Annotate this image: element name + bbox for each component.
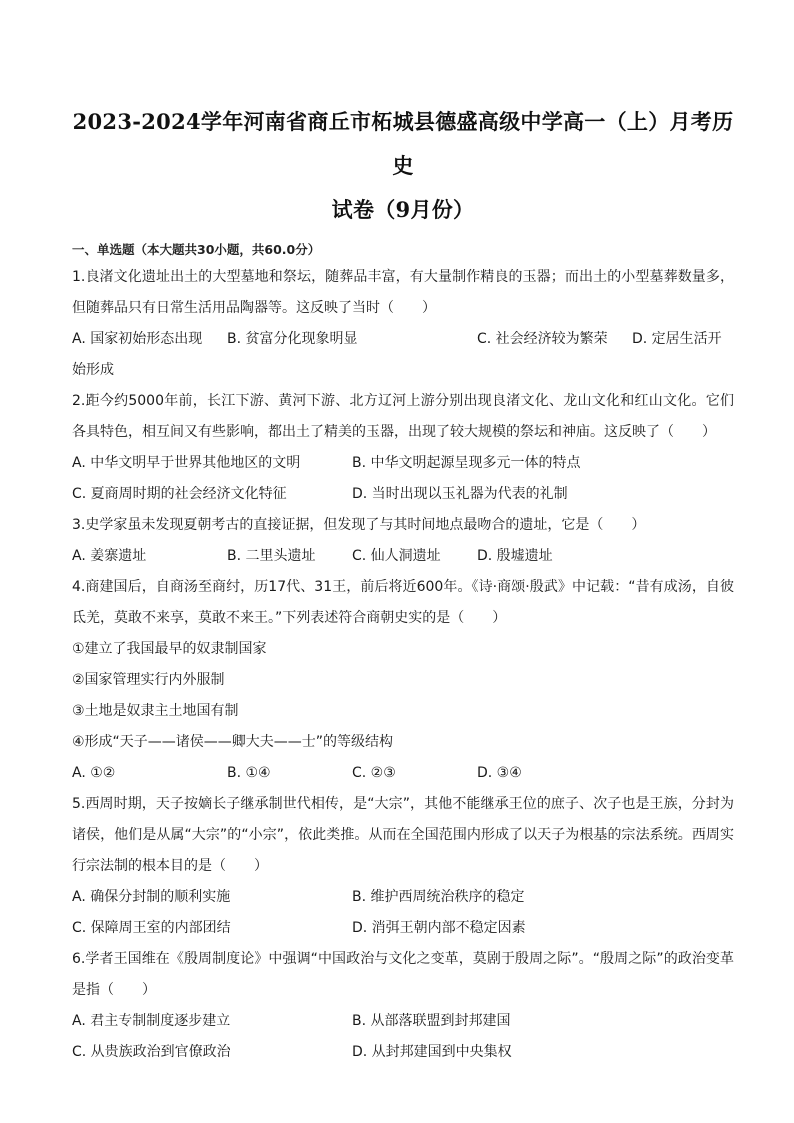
exam-title-line1: 2023-2024学年河南省商丘市柘城县德盛高级中学高一（上）月考历史 — [72, 109, 734, 178]
option-d: D. 当时出现以玉礼器为代表的礼制 — [352, 486, 568, 502]
option-row — [72, 758, 734, 789]
option-row — [72, 913, 734, 944]
question-2 — [72, 386, 734, 510]
option-row — [72, 324, 734, 355]
option-c: C. 保障周王室的内部团结 — [72, 920, 231, 936]
option-b: B. ①④ — [227, 765, 271, 781]
statement-item: ①建立了我国最早的奴隶制国家 — [72, 641, 267, 657]
option-c: C. 从贵族政治到官僚政治 — [72, 1044, 231, 1060]
exam-title — [72, 100, 734, 232]
option-b: B. 从部落联盟到封邦建国 — [352, 1013, 511, 1029]
question-stem: 2.距今约5000年前，长江下游、黄河下游、北方辽河上游分别出现良渚文化、龙山文化和红山文化。它们各具特色，相互间又有些影响，都出土了精美的玉器，出现了较大规模的祭坛和神庙。这反映了（ ） — [72, 393, 734, 440]
question-stem: 4.商建国后，自商汤至商纣，历17代、31王，前后将近600年。《诗·商颂·殷武》中记载：“昔有成汤，自彼氐羌，莫敢不来享，莫敢不来王。”下列表述符合商朝史实的是（ ） — [72, 579, 734, 626]
statement-item: ④形成“天子——诸侯——卿大夫——士”的等级结构 — [72, 734, 394, 750]
option-row — [72, 541, 734, 572]
question-6 — [72, 944, 734, 1068]
option-a: A. 国家初始形态出现 — [72, 331, 203, 347]
statement-item: ③土地是奴隶主土地国有制 — [72, 703, 239, 719]
exam-title-line2: 试卷（9月份） — [331, 197, 475, 222]
section-heading: 一、单选题（本大题共30小题，共60.0分） — [72, 242, 321, 257]
question-stem: 1.良渚文化遗址出土的大型墓地和祭坛，随葬品丰富，有大量制作精良的玉器；而出土的小型墓葬数量多，但随葬品只有日常生活用品陶器等。这反映了当时（ ） — [72, 269, 734, 316]
option-d: D. 从封邦建国到中央集权 — [352, 1044, 512, 1060]
option-a: A. 中华文明早于世界其他地区的文明 — [72, 455, 301, 471]
question-1 — [72, 262, 734, 386]
option-d: D. ③④ — [477, 765, 522, 781]
option-a: A. 君主专制制度逐步建立 — [72, 1013, 231, 1029]
option-d: D. 殷墟遗址 — [477, 548, 553, 564]
option-a: A. 确保分封制的顺利实施 — [72, 889, 231, 905]
option-b: B. 维护西周统治秩序的稳定 — [352, 889, 525, 905]
question-5 — [72, 789, 734, 944]
option-c: C. 社会经济较为繁荣 — [477, 331, 608, 347]
option-row — [72, 1006, 734, 1037]
question-stem: 3.史学家虽未发现夏朝考古的直接证据，但发现了与其时间地点最吻合的遗址，它是（ ） — [72, 517, 646, 533]
option-row — [72, 882, 734, 913]
option-a: A. 姜寨遗址 — [72, 548, 147, 564]
question-stem: 6.学者王国维在《殷周制度论》中强调“中国政治与文化之变革，莫剧于殷周之际”。“殷周之际”的政治变革是指（ ） — [72, 951, 734, 998]
option-c: C. 夏商周时期的社会经济文化特征 — [72, 486, 287, 502]
option-b: B. 中华文明起源呈现多元一体的特点 — [352, 455, 581, 471]
option-row — [72, 479, 734, 510]
option-row — [72, 448, 734, 479]
question-3 — [72, 510, 734, 572]
option-c: C. ②③ — [352, 765, 396, 781]
option-d: D. 定居生活开 — [632, 331, 722, 347]
option-continuation: 始形成 — [72, 362, 114, 378]
option-b: B. 贫富分化现象明显 — [227, 331, 358, 347]
option-c: C. 仙人洞遗址 — [352, 548, 441, 564]
question-stem: 5.西周时期，天子按嫡长子继承制世代相传，是“大宗”，其他不能继承王位的庶子、次子也是王族，分封为诸侯，他们是从属“大宗”的“小宗”，依此类推。从而在全国范围内形成了以天子为根基的宗法系统。西周实行宗法制的根本目的是（ ） — [72, 796, 734, 874]
option-d: D. 消弭王朝内部不稳定因素 — [352, 920, 526, 936]
question-4 — [72, 572, 734, 789]
statement-item: ②国家管理实行内外服制 — [72, 672, 225, 688]
option-a: A. ①② — [72, 765, 116, 781]
option-row — [72, 1037, 734, 1068]
option-b: B. 二里头遗址 — [227, 548, 316, 564]
